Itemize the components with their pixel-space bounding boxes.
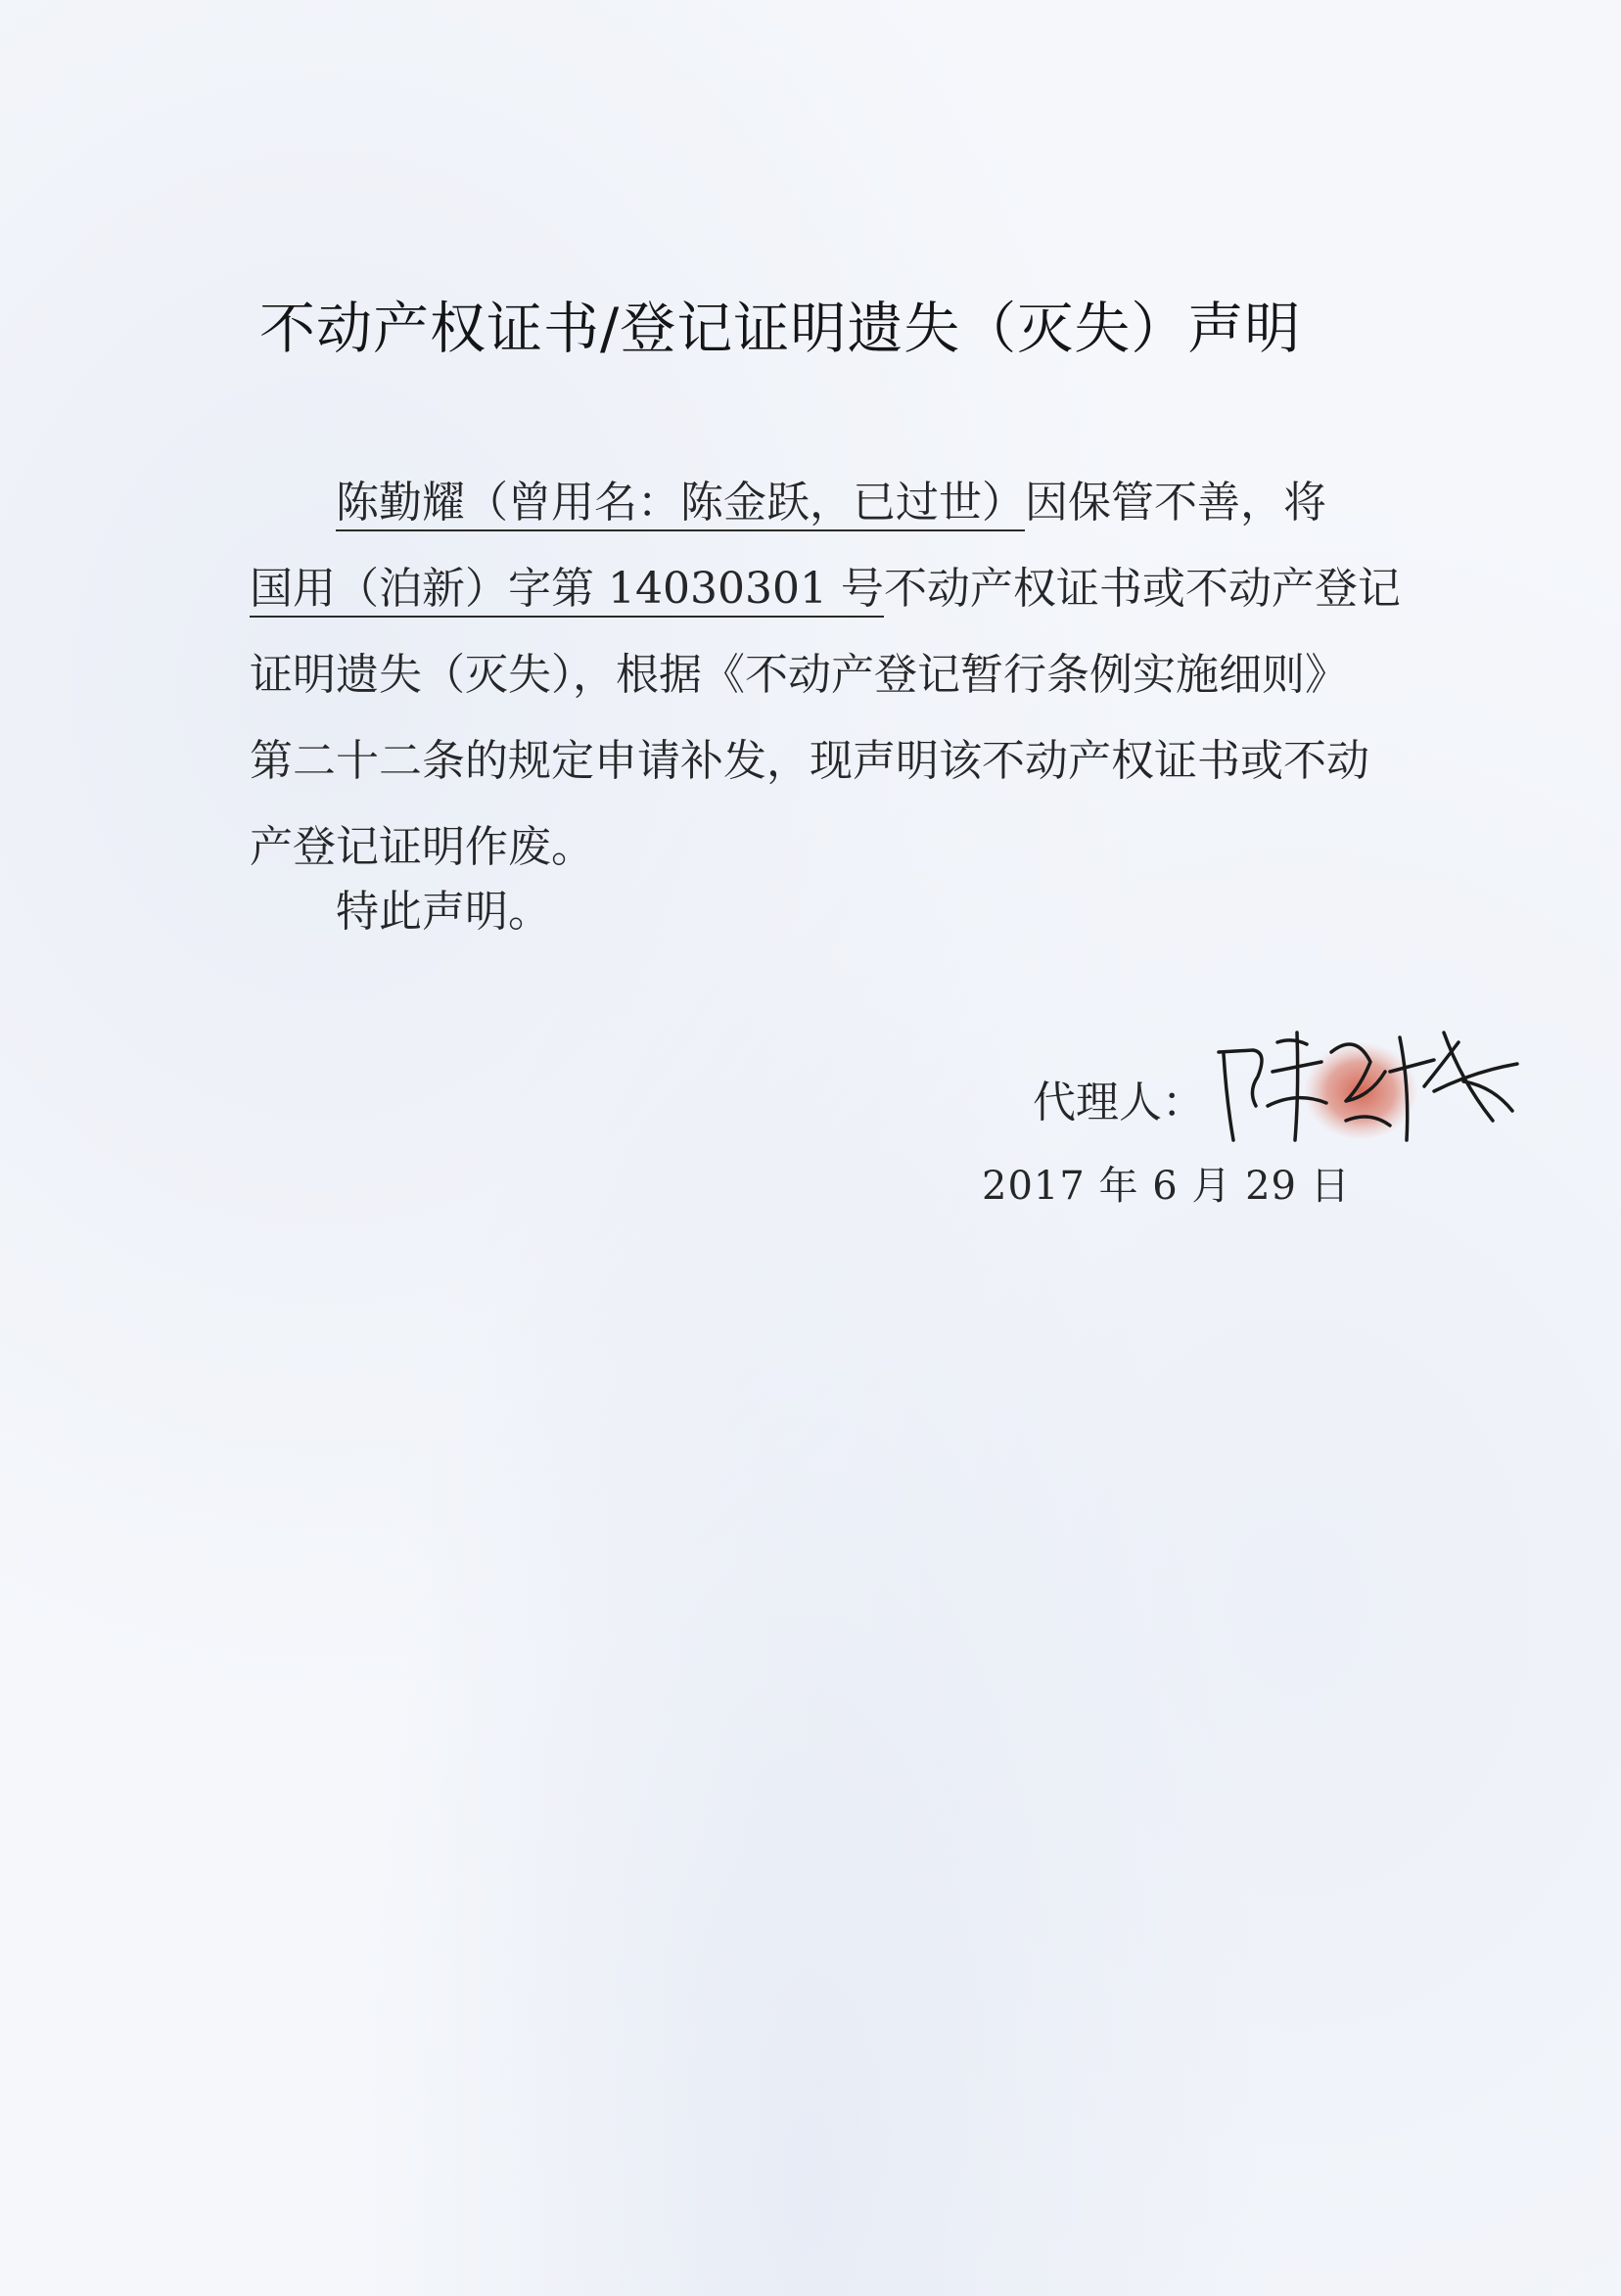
owner-name: 陈勤耀（曾用名：陈金跃，已过世）	[336, 478, 1025, 531]
body-line-5: 产登记证明作废。	[250, 822, 594, 872]
handwritten-signature	[1199, 993, 1522, 1150]
body-line-2	[250, 546, 1401, 632]
document-title: 不动产权证书/登记证明遗失（灭失）声明	[259, 297, 1302, 361]
certificate-number: 国用（泊新）字第 14030301 号	[250, 564, 884, 618]
body-line-1-rest: 因保管不善，将	[1025, 478, 1326, 528]
fingerprint-seal	[1304, 1042, 1417, 1140]
body-line-4: 第二十二条的规定申请补发，现声明该不动产权证书或不动	[250, 736, 1369, 786]
body-line-2-rest: 不动产权证书或不动产登记	[883, 564, 1401, 614]
agent-label: 代理人：	[1033, 1078, 1205, 1127]
closing-statement: 特此声明。	[336, 887, 551, 937]
body-line-1	[250, 460, 1385, 546]
statement-body	[250, 460, 1401, 891]
statement-date: 2017 年 6 月 29 日	[982, 1164, 1351, 1209]
body-line-3: 证明遗失（灭失），根据《不动产登记暂行条例实施细则》	[250, 650, 1348, 700]
